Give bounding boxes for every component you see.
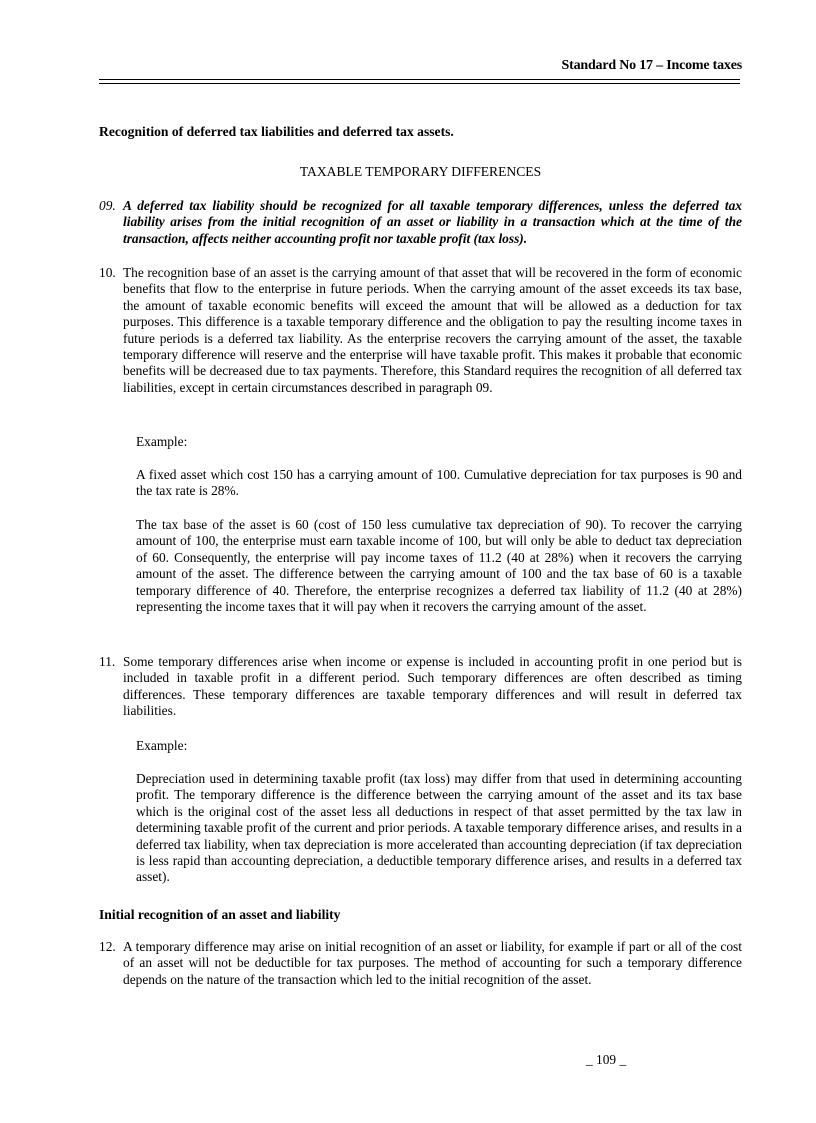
paragraph-11	[99, 654, 742, 720]
paragraph-10	[99, 265, 742, 396]
paragraph-text: The recognition base of an asset is the carrying amount of that asset that will be recovered in the form of economic benefits that flow to the enterprise in future periods. When the carrying amount of the asset exceeds its tax base, the amount of taxable economic benefits will exceed the amount that will be allowed as a deduction for tax purposes. This difference is a taxable temporary difference and the obligation to pay the resulting income taxes in future periods is a deferred tax liability. As the enterprise recovers the carrying amount of the asset, the taxable temporary difference will reserve and the enterprise will have taxable profit. This makes it probable that economic benefits will be decreased due to tax payments. Therefore, this Standard requires the recognition of all deferred tax liabilities, except in certain circumstances described in paragraph 09.	[123, 265, 742, 395]
paragraph-text: A deferred tax liability should be recognized for all taxable temporary differences, unless the deferred tax liability arises from the initial recognition of an asset or liability in a transaction which at the time of the transaction, affects neither accounting profit nor taxable profit (tax loss).	[123, 198, 742, 246]
example-paragraph: A fixed asset which cost 150 has a carrying amount of 100. Cumulative depreciation for tax purposes is 90 and the tax rate is 28%.	[136, 467, 742, 499]
paragraph-12	[99, 939, 742, 988]
paragraph-number: 11.	[99, 654, 116, 669]
paragraph-number: 10.	[99, 265, 116, 280]
paragraph-text: A temporary difference may arise on initial recognition of an asset or liability, for example if part or all of the cost of an asset will not be deductible for tax purposes. The method of accounting for such a temporary difference depends on the nature of the transaction which led to the initial recognition of the asset.	[123, 939, 742, 987]
header-title: Standard No 17 – Income taxes	[561, 58, 742, 73]
paragraph-number: 09.	[99, 198, 116, 213]
paragraph-09	[99, 198, 742, 247]
example-label: Example:	[136, 738, 188, 753]
subheading-taxable-temporary-differences: TAXABLE TEMPORARY DIFFERENCES	[299, 164, 542, 179]
paragraph-number: 12.	[99, 939, 116, 954]
paragraph-text: Some temporary differences arise when income or expense is included in accounting profit in one period but is included in taxable profit in a different period. Such temporary differences are often described as timing differences. These temporary differences are taxable temporary differences and will result in deferred tax liabilities.	[123, 654, 742, 719]
header-rule-top	[99, 79, 740, 80]
header-rule-bottom	[99, 83, 740, 84]
example-paragraph: The tax base of the asset is 60 (cost of 150 less cumulative tax depreciation of 90). To recover the carrying amount of 100, the enterprise must earn taxable income of 100, but will only be able to deduct tax depreciation of 60. Consequently, the enterprise will pay income taxes of 11.2 (40 at 28%) when it recovers the carrying amount of the asset. The difference between the carrying amount of 100 and the tax base of 60 is a taxable temporary difference of 40. Therefore, the enterprise recognizes a deferred tax liability of 11.2 (40 at 28%) representing the income taxes that it will pay when it recovers the carrying amount of the asset.	[136, 517, 742, 615]
example-paragraph: Depreciation used in determining taxable profit (tax loss) may differ from that used in determining accounting profit. The temporary difference is the difference between the carrying amount of the asset and its tax base which is the original cost of the asset less all deductions in respect of that asset permitted by the tax law in determining taxable profit of the current and prior periods. A taxable temporary difference arises, and results in a deferred tax liability, when tax depreciation is more accelerated than accounting depreciation (if tax depreciation is less rapid than accounting depreciation, a deductible temporary difference arises, and results in a deferred tax asset).	[136, 771, 742, 885]
section-heading-initial-recognition: Initial recognition of an asset and liability	[99, 907, 341, 922]
page-number: _ 109 _	[586, 1052, 627, 1067]
section-heading-recognition: Recognition of deferred tax liabilities and deferred tax assets.	[99, 124, 454, 139]
example-label: Example:	[136, 434, 188, 449]
